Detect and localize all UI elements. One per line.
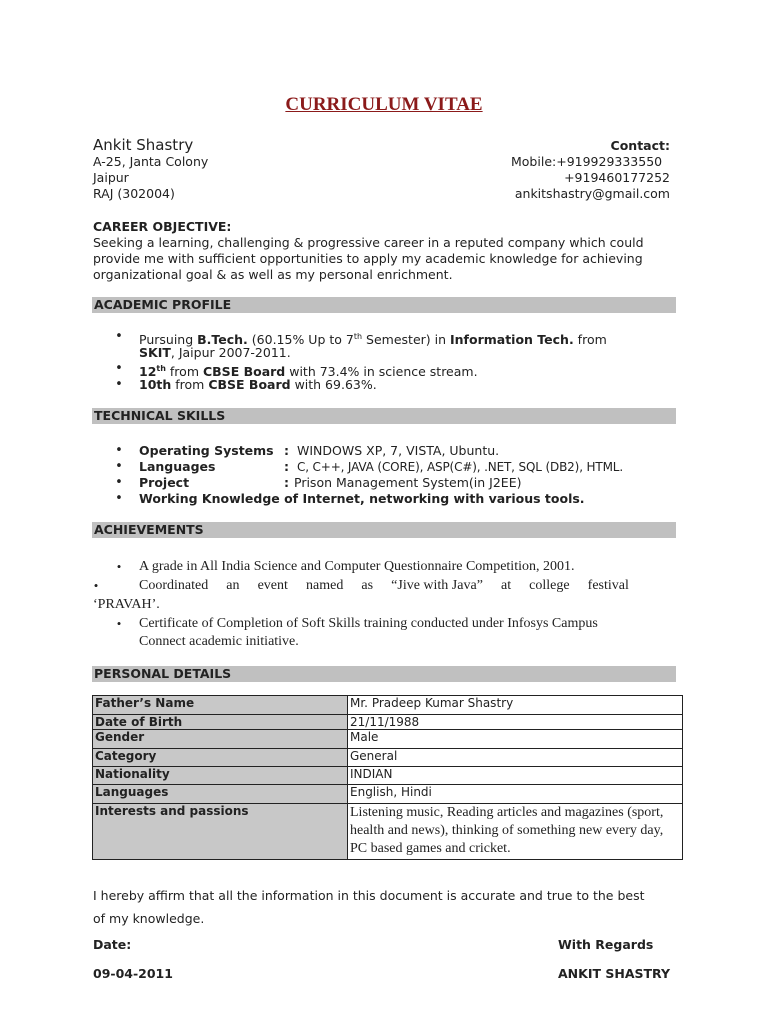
grade-label: 12 [139, 364, 157, 380]
section-header-achievements: ACHIEVEMENTS [92, 522, 676, 538]
achievement-word: at [500, 578, 512, 593]
table-row [93, 696, 683, 715]
table-row [93, 804, 683, 860]
board-name: CBSE Board [202, 364, 286, 380]
skill-value: WINDOWS XP, 7, VISTA, Ubuntu. [297, 443, 500, 458]
bullet-icon: • [93, 578, 99, 593]
bullet-icon: • [115, 491, 123, 506]
superscript: th [156, 364, 166, 373]
superscript: th [353, 332, 363, 341]
document-title: CURRICULUM VITAE [285, 94, 483, 115]
academic-text: with 73.4% in science stream. [285, 364, 478, 380]
address-line: Jaipur [93, 170, 129, 185]
table-row [93, 767, 683, 785]
table-value: INDIAN [348, 767, 683, 785]
date-value: 09-04-2011 [93, 966, 173, 981]
address-line: RAJ (302004) [93, 186, 175, 201]
achievement-word: event [257, 578, 288, 593]
bullet-icon: • [116, 559, 122, 574]
objective-heading: CAREER OBJECTIVE: [93, 219, 232, 234]
academic-text: from [573, 332, 607, 348]
date-label: Date: [93, 937, 132, 952]
table-row [93, 730, 683, 749]
academic-text: Pursuing [139, 332, 198, 348]
board-name: CBSE Board [208, 377, 291, 392]
achievement-word: named [306, 578, 344, 593]
branch-name: Information Tech. [450, 332, 574, 348]
table-key: Date of Birth [93, 715, 348, 730]
bullet-icon: • [115, 443, 123, 458]
bullet-icon: • [115, 377, 123, 392]
achievement-item [139, 577, 629, 595]
academic-item [139, 377, 377, 393]
achievement-item-line2: ‘PRAVAH’. [93, 597, 160, 612]
table-value: English, Hindi [348, 785, 683, 804]
achievement-item: Certificate of Completion of Soft Skills training conducted under Infosys Campus [139, 616, 598, 631]
college-name: SKIT [139, 345, 171, 360]
section-header-personal-details: PERSONAL DETAILS [92, 666, 676, 682]
academic-text: from [165, 364, 203, 380]
objective-line: organizational goal & as well as my personal enrichment. [93, 267, 453, 282]
academic-text: , Jaipur 2007-2011. [170, 345, 291, 360]
table-value: Mr. Pradeep Kumar Shastry [348, 696, 683, 715]
skill-colon: : [284, 459, 289, 474]
degree-name: B.Tech. [197, 332, 248, 348]
skill-value: Prison Management System(in J2EE) [294, 475, 522, 490]
table-key: Interests and passions [93, 804, 348, 860]
academic-item-line2 [139, 345, 291, 361]
objective-line: Seeking a learning, challenging & progressive career in a reputed company which could [93, 235, 644, 250]
table-value: Male [348, 730, 683, 749]
declaration-line: I hereby affirm that all the information in this document is accurate and true to the best [93, 888, 645, 903]
skill-value: C, C++, JAVA (CORE), ASP(C#), .NET, SQL (DB2), HTML. [297, 460, 623, 474]
mobile-number: Mobile:+919929333550 [511, 154, 663, 169]
academic-text: from [171, 377, 209, 392]
bullet-icon: • [115, 475, 123, 490]
achievement-word: an [226, 578, 240, 593]
section-header-academic: ACADEMIC PROFILE [92, 297, 676, 313]
skill-label: Languages [139, 459, 216, 474]
candidate-name: Ankit Shastry [93, 136, 194, 154]
signature-name: ANKIT SHASTRY [558, 966, 671, 981]
mobile-number: +919460177252 [564, 170, 670, 185]
skill-colon: : [284, 475, 289, 490]
table-value: Listening music, Reading articles and magazines (sport, health and news), thinking of something new every day, PC based games and cricket. [348, 804, 683, 860]
achievement-word: festival [587, 578, 629, 593]
table-value: 21/11/1988 [348, 715, 683, 730]
achievement-word: Coordinated [139, 578, 209, 593]
academic-text: with 69.63%. [290, 377, 377, 392]
table-value: General [348, 749, 683, 767]
skill-label: Project [139, 475, 190, 490]
achievement-word: as [361, 578, 374, 593]
table-key: Languages [93, 785, 348, 804]
academic-text: (60.15% Up to 7 [247, 332, 354, 348]
objective-line: provide me with sufficient opportunities to apply my academic knowledge for achieving [93, 251, 643, 266]
bullet-icon: • [115, 361, 123, 376]
section-header-technical-skills: TECHNICAL SKILLS [92, 408, 676, 424]
personal-details-table [92, 695, 683, 860]
contact-label: Contact: [610, 138, 670, 153]
email-address: ankitshastry@gmail.com [514, 186, 670, 201]
table-row [93, 749, 683, 767]
table-key: Father’s Name [93, 696, 348, 715]
achievement-item: A grade in All India Science and Computer Questionnaire Competition, 2001. [139, 559, 575, 574]
bullet-icon: • [116, 616, 122, 631]
academic-text: Semester) in [362, 332, 450, 348]
declaration-line: of my knowledge. [93, 911, 205, 926]
achievement-word: college [529, 578, 570, 593]
table-key: Gender [93, 730, 348, 749]
bullet-icon: • [115, 459, 123, 474]
table-row [93, 785, 683, 804]
table-row [93, 715, 683, 730]
table-key: Nationality [93, 767, 348, 785]
achievement-item-line2: Connect academic initiative. [139, 634, 299, 649]
skill-label: Operating Systems [139, 443, 274, 458]
skill-colon: : [284, 443, 289, 458]
achievement-word: “Jive with Java” [391, 578, 483, 593]
skill-extra: Working Knowledge of Internet, networking with various tools. [139, 491, 585, 506]
regards-text: With Regards [558, 937, 654, 952]
address-line: A-25, Janta Colony [93, 154, 209, 169]
grade-label: 10th [139, 377, 172, 392]
bullet-icon: • [115, 329, 123, 344]
table-key: Category [93, 749, 348, 767]
